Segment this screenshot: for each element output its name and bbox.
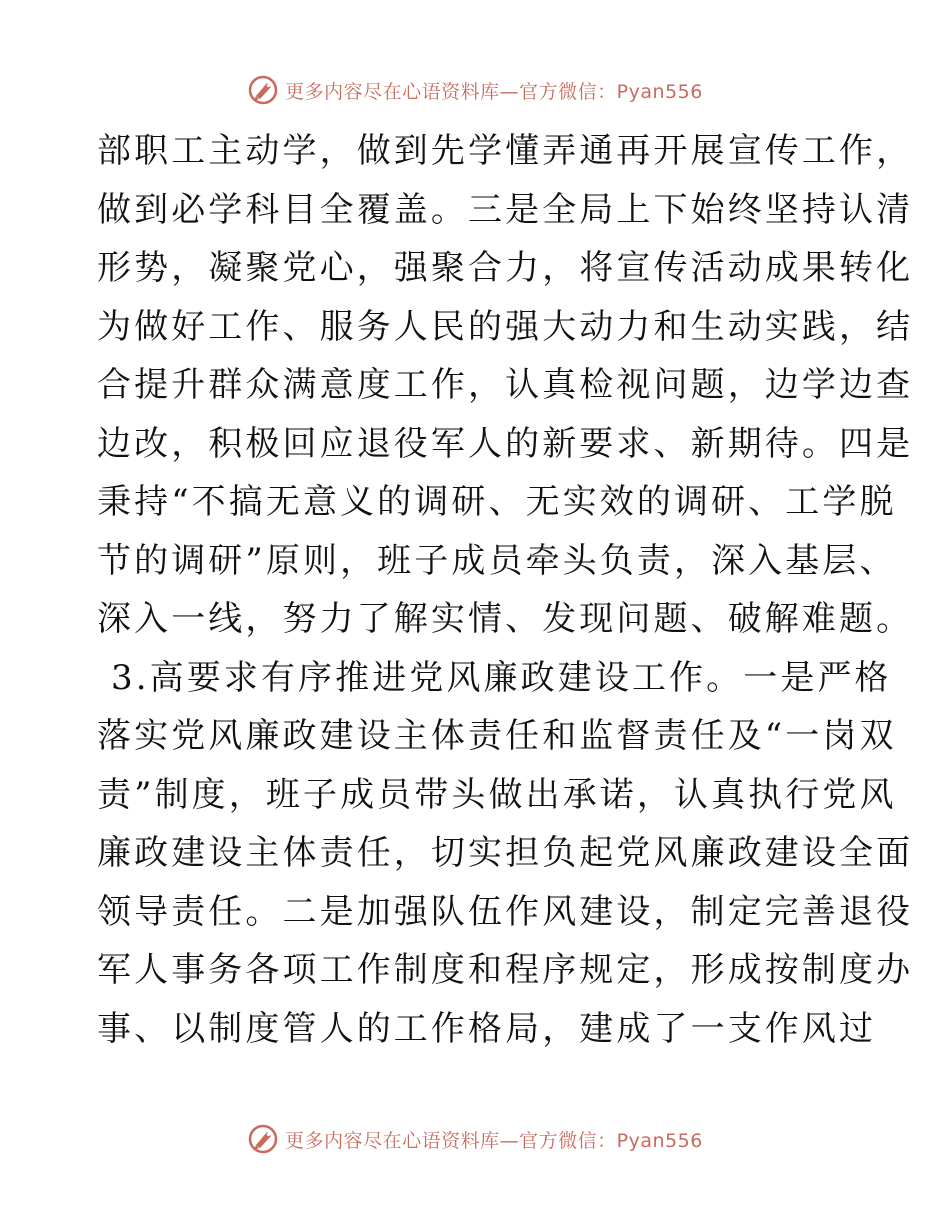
text-line: 事、以制度管人的工作格局，建成了一支作风过 [97, 1008, 877, 1049]
text-line: 为做好工作、服务人民的强大动力和生动实践，结 [97, 306, 914, 347]
footer-watermark [0, 1119, 950, 1159]
document-body [97, 122, 914, 1058]
text-line: 部职工主动学，做到先学懂弄通再开展宣传工作， [97, 131, 914, 171]
text-line: 领导责任。二是加强队伍作风建设，制定完善退役 [97, 891, 914, 932]
text-line: 边改，积极回应退役军人的新要求、新期待。四是 [97, 423, 914, 464]
text-line: 责”制度，班子成员带头做出承诺，认真执行党风 [97, 774, 897, 815]
header-watermark [0, 70, 950, 110]
text-line: 做到必学科目全覆盖。三是全局上下始终坚持认清 [97, 189, 914, 230]
text-line: 节的调研”原则，班子成员牵头负责，深入基层、 [97, 540, 897, 581]
text-line: 军人事务各项工作制度和程序规定，形成按制度办 [97, 950, 914, 990]
watermark-text: 更多内容尽在心语资料库—官方微信：Pyan556 [285, 1129, 703, 1152]
text-line: 秉持“不搞无意义的调研、无实效的调研、工学脱 [97, 482, 897, 522]
paragraph-1 [97, 122, 914, 649]
text-line: 形势，凝聚党心，强聚合力，将宣传活动成果转化 [97, 248, 914, 288]
pen-nib-logo-icon [247, 1123, 279, 1155]
watermark-text: 更多内容尽在心语资料库—官方微信：Pyan556 [285, 80, 703, 103]
text-line: 合提升群众满意度工作，认真检视问题，边学边查 [97, 365, 914, 405]
text-line: 3.高要求有序推进党风廉政建设工作。一是严格 [111, 657, 892, 698]
text-line: 深入一线，努力了解实情、发现问题、破解难题。 [97, 599, 914, 639]
text-line: 廉政建设主体责任，切实担负起党风廉政建设全面 [97, 833, 914, 873]
pen-nib-logo-icon [247, 74, 279, 106]
paragraph-2 [97, 649, 914, 1059]
text-line: 落实党风廉政建设主体责任和监督责任及“一岗双 [97, 716, 897, 756]
